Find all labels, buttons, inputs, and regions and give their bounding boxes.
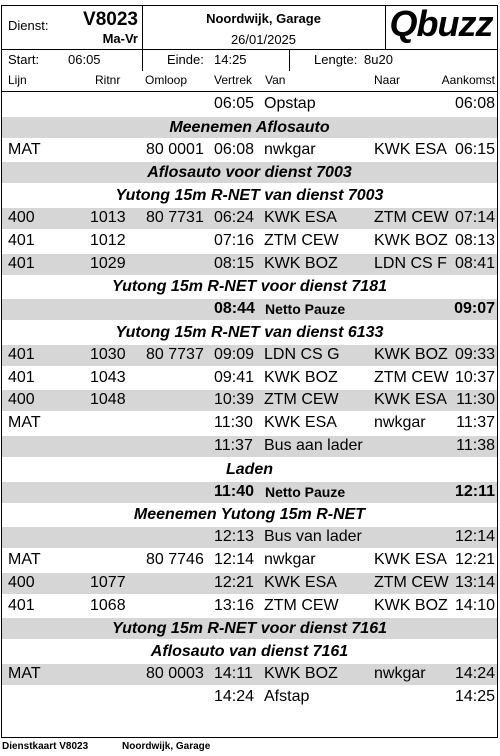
cell-lijn: 400 [8, 391, 35, 409]
section-header: Yutong 15m R-NET voor dienst 7181 [2, 276, 497, 297]
einde-label: Einde: [167, 52, 204, 67]
cell-van: nwkgar [264, 140, 316, 158]
trip-row [2, 596, 497, 617]
cell-naar: KWK BOZ [374, 231, 448, 249]
pause-row [2, 299, 497, 320]
lengte-label: Lengte: [314, 52, 358, 67]
cell-vertrek: 06:08 [214, 140, 255, 158]
cell-van: Opstap [264, 95, 316, 112]
cell-vertrek: 12:14 [214, 551, 255, 568]
header-top [2, 3, 497, 50]
col-aankomst: Aankomst [441, 73, 495, 87]
cell-vertrek: 09:09 [214, 345, 255, 363]
dienstkaart [1, 5, 498, 738]
dienst-cell [2, 6, 143, 49]
cell-vertrek: 09:41 [214, 368, 255, 386]
cell-ritnr: 1068 [90, 596, 126, 614]
cell-van: nwkgar [264, 551, 316, 568]
section-header: Yutong 15m R-NET voor dienst 7161 [2, 618, 497, 639]
cell-vertrek: 14:24 [214, 687, 255, 705]
location-cell [142, 6, 386, 49]
cell-van: Afstap [264, 687, 310, 705]
pause-end: 12:11 [454, 482, 495, 500]
section-header: Yutong 15m R-NET van dienst 6133 [2, 322, 497, 343]
logo-cell [385, 3, 497, 49]
cell-naar: ZTM CEW [374, 573, 449, 591]
cell-lijn: 400 [8, 209, 35, 226]
cell-ritnr: 1013 [90, 209, 126, 226]
cell-naar: KWK ESA [374, 391, 447, 409]
trip-row [2, 550, 497, 571]
trip-row [2, 94, 497, 115]
cell-vertrek: 11:37 [214, 437, 253, 454]
cell-vertrek: 12:13 [214, 528, 255, 546]
cell-ritnr: 1048 [90, 391, 126, 409]
cell-lijn: 401 [8, 254, 35, 272]
section-header: Yutong 15m R-NET van dienst 7003 [2, 185, 497, 206]
cell-naar: nwkgar [374, 665, 426, 682]
cell-naar: KWK BOZ [374, 596, 448, 614]
cell-vertrek: 07:16 [214, 231, 255, 249]
cell-naar: KWK ESA [374, 140, 447, 158]
cell-aankomst: 11:37 [456, 414, 495, 432]
col-vertrek: Vertrek [214, 73, 253, 87]
trip-row [2, 527, 497, 548]
cell-vertrek: 11:30 [214, 414, 253, 432]
col-naar: Naar [374, 73, 401, 87]
trip-row [2, 664, 497, 685]
cell-naar: KWK BOZ [374, 345, 448, 363]
cell-aankomst: 12:21 [454, 551, 495, 568]
qbuzz-logo: Qbuzz [389, 3, 493, 44]
cell-lijn: MAT [8, 551, 41, 568]
pause-label: Netto Pauze [265, 301, 346, 318]
cell-van: Bus van lader [264, 528, 362, 546]
cell-ritnr: 1030 [90, 345, 126, 363]
cell-naar: ZTM CEW [374, 209, 449, 226]
cell-van: KWK BOZ [264, 368, 338, 386]
dienst-label: Dienst: [8, 18, 49, 33]
trip-row [2, 140, 497, 161]
cell-aankomst: 08:41 [454, 254, 495, 272]
cell-van: ZTM CEW [264, 596, 339, 614]
cell-vertrek: 08:15 [214, 254, 255, 272]
pause-label: Netto Pauze [265, 483, 346, 500]
cell-naar: KWK ESA [374, 551, 447, 568]
cell-van: ZTM CEW [264, 391, 339, 409]
cell-naar: nwkgar [374, 414, 426, 432]
cell-vertrek: 14:11 [214, 665, 253, 682]
cell-lijn: 401 [8, 345, 35, 363]
header-times [2, 49, 497, 72]
section-header: Meenemen Yutong 15m R-NET [2, 504, 497, 525]
cell-van: KWK ESA [264, 414, 337, 432]
trip-row [2, 687, 497, 708]
cell-lijn: 401 [8, 596, 35, 614]
trip-row [2, 368, 497, 389]
cell-vertrek: 06:05 [214, 95, 255, 112]
section-header: Laden [2, 459, 497, 480]
cell-lijn: 401 [8, 368, 35, 386]
cell-van: ZTM CEW [264, 231, 339, 249]
cell-ritnr: 1029 [90, 254, 126, 272]
cell-naar: ZTM CEW [374, 368, 449, 386]
trip-row [2, 390, 497, 411]
cell-aankomst: 11:30 [456, 391, 495, 409]
location: Noordwijk, Garage [206, 11, 321, 26]
col-omloop: Omloop [145, 73, 188, 87]
cell-ritnr: 1077 [90, 573, 126, 591]
cell-ritnr: 1012 [90, 231, 126, 249]
cell-van: LDN CS G [264, 345, 340, 363]
cell-aankomst: 14:24 [454, 665, 495, 682]
cell-omloop: 80 0001 [146, 140, 204, 158]
cell-van: Bus aan lader [264, 437, 363, 454]
trip-row [2, 208, 497, 229]
col-ritnr: Ritnr [95, 73, 121, 87]
section-header: Aflosauto van dienst 7161 [2, 641, 497, 662]
dienst-days: Ma-Vr [102, 31, 138, 46]
cell-aankomst: 13:14 [454, 573, 495, 591]
cell-aankomst: 08:13 [454, 231, 495, 249]
col-lijn: Lijn [8, 73, 27, 87]
trip-row [2, 254, 497, 275]
cell-vertrek: 10:39 [214, 391, 255, 409]
cell-lijn: MAT [8, 140, 41, 158]
date: 26/01/2025 [230, 32, 297, 47]
cell-lijn: MAT [8, 665, 41, 682]
cell-van: KWK BOZ [264, 254, 338, 272]
cell-aankomst: 12:14 [454, 528, 495, 546]
cell-aankomst: 10:37 [454, 368, 495, 386]
section-header: Meenemen Aflosauto [2, 117, 497, 138]
cell-van: KWK BOZ [264, 665, 338, 682]
cell-lijn: 400 [8, 573, 35, 591]
pause-start: 08:44 [214, 300, 255, 318]
trip-row [2, 436, 497, 457]
cell-omloop: 80 7731 [146, 209, 204, 226]
trip-row [2, 345, 497, 366]
pause-start: 11:40 [214, 482, 255, 500]
cell-omloop: 80 7737 [146, 345, 204, 363]
cell-aankomst: 06:15 [454, 140, 495, 158]
cell-naar: LDN CS F [374, 254, 447, 272]
section-header: Aflosauto voor dienst 7003 [2, 162, 497, 183]
lengte-value: 8u20 [364, 52, 393, 67]
col-van: Van [265, 73, 286, 87]
cell-vertrek: 13:16 [214, 596, 255, 614]
cell-aankomst: 14:10 [454, 596, 495, 614]
cell-aankomst: 09:33 [454, 345, 495, 363]
footer-card: Dienstkaart V8023 [2, 741, 89, 752]
footer-location: Noordwijk, Garage [122, 741, 211, 752]
cell-van: KWK ESA [264, 209, 337, 226]
cell-aankomst: 14:25 [454, 687, 495, 705]
cell-omloop: 80 0003 [146, 665, 204, 682]
cell-van: KWK ESA [264, 573, 337, 591]
cell-aankomst: 07:14 [454, 209, 495, 226]
cell-omloop: 80 7746 [146, 551, 204, 568]
cell-vertrek: 12:21 [214, 573, 255, 591]
cell-aankomst: 11:38 [456, 437, 495, 454]
pause-row [2, 482, 497, 503]
start-value: 06:05 [68, 52, 101, 67]
start-label: Start: [8, 52, 40, 67]
trip-row [2, 231, 497, 252]
trip-row [2, 413, 497, 434]
cell-lijn: 401 [8, 231, 35, 249]
cell-vertrek: 06:24 [214, 209, 255, 226]
trip-row [2, 573, 497, 594]
column-headers [2, 71, 497, 92]
pause-end: 09:07 [454, 300, 495, 318]
cell-aankomst: 06:08 [454, 95, 495, 112]
cell-ritnr: 1043 [90, 368, 126, 386]
einde-value: 14:25 [214, 52, 247, 67]
dienst-number: V8023 [83, 9, 138, 30]
cell-lijn: MAT [8, 414, 41, 432]
